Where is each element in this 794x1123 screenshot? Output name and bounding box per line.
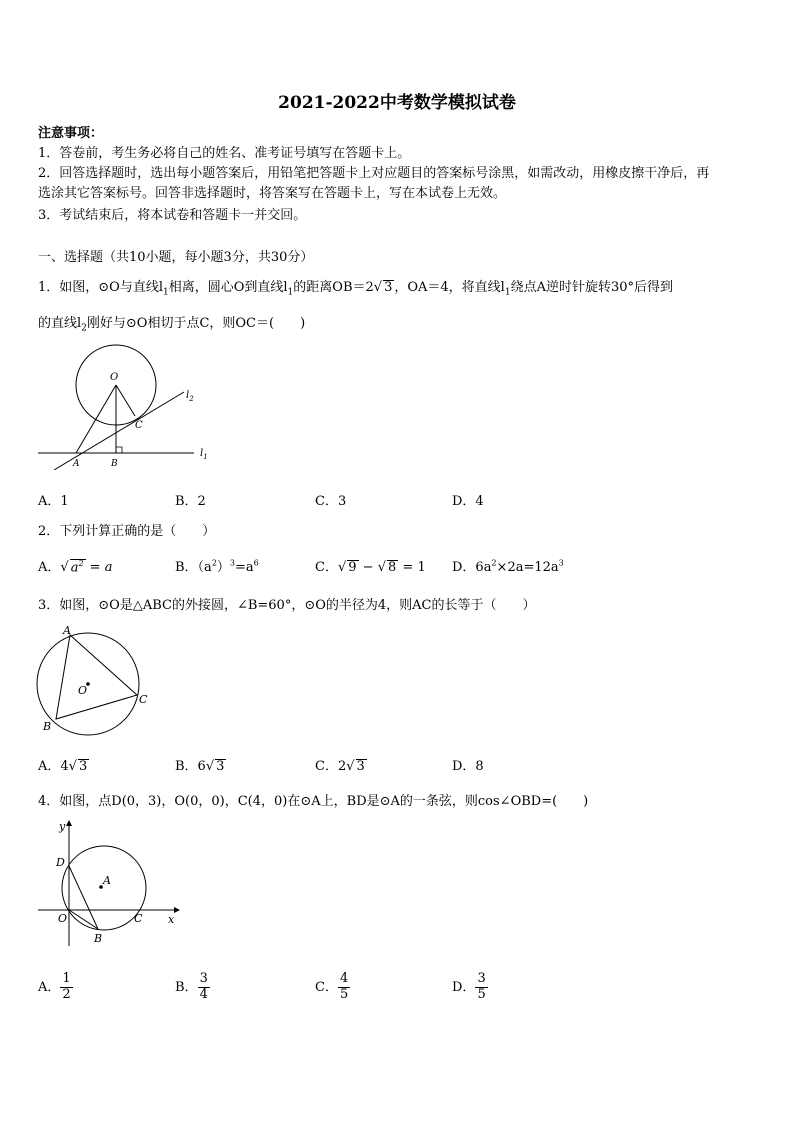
q2-option-a[interactable]: A．√ $a^2 = a$: [38, 558, 113, 575]
q4-option-b[interactable]: B． $\frac{3}{4}$: [175, 971, 208, 1002]
q1-segment-OC: [116, 385, 135, 416]
q2-stem: 2．下列计算正确的是（ ）: [38, 524, 216, 539]
q3-figure: [34, 622, 164, 738]
section-heading: 一、选择题（共10小题，每小题3分，共30分）: [38, 250, 314, 265]
q1-label-A: A: [73, 459, 80, 469]
q3-stem: 3．如图，⊙O是△ABC的外接圆，∠B=60°，⊙O的半径为4，则AC的长等于（ ）: [38, 598, 536, 613]
q4-option-c[interactable]: C． $\frac{4}{5}$: [315, 971, 349, 1002]
q4-label-x: x: [168, 913, 175, 926]
q4-label-D: D: [56, 856, 65, 869]
q4-label-B: B: [94, 932, 103, 945]
q4-option-a[interactable]: A． $\frac{1}{2}$: [38, 971, 71, 1002]
q4-label-O: O: [58, 912, 68, 925]
note-item-1: 1．答卷前，考生务必将自己的姓名、准考证号填写在答题卡上。: [38, 146, 411, 161]
q1-label-l1: $l_1$: [200, 448, 208, 461]
q1-segment-OA: [76, 385, 116, 453]
q3-label-B: B: [43, 720, 52, 733]
q2-option-c[interactable]: C．√ 9 − √ 8 = 1: [315, 560, 426, 575]
note-item-3: 3．考试结束后，将本试卷和答题卡一并交回。: [38, 208, 307, 223]
q1-option-d[interactable]: D．4: [452, 494, 484, 509]
q3-option-c[interactable]: C．2√ 3: [315, 759, 365, 774]
q3-label-C: C: [139, 693, 148, 706]
q3-option-d[interactable]: D．8: [452, 759, 484, 774]
note-item-2: 2．回答选择题时，选出每小题答案后，用铅笔把答题卡上对应题目的答案标号涂黑，如需改动，用橡皮擦干净后，再: [38, 166, 710, 181]
q1-option-c[interactable]: C．3: [315, 494, 347, 509]
q4-figure: [34, 816, 184, 946]
q1-label-l2: $l_2$: [186, 390, 194, 403]
q3-triangle: [56, 635, 137, 719]
q3-option-b[interactable]: B．6√ 3: [175, 759, 225, 774]
q4-label-C: C: [134, 912, 143, 925]
q4-x-arrow: [174, 907, 180, 913]
q4-option-d[interactable]: D． $\frac{3}{5}$: [452, 971, 486, 1002]
q1-label-O: O: [110, 372, 119, 383]
q1-right-angle-mark: [116, 447, 122, 453]
note-item-2-cont: 选涂其它答案标号。回答非选择题时，将答案写在答题卡上，写在本试卷上无效。: [38, 186, 507, 201]
q3-option-a[interactable]: A．4√ 3: [38, 759, 88, 774]
q1-stem-line1: 1．如图，⊙O与直线$l_1$相离，圆心O到直线$l_1$的距离OB＝2√ 3 ，OA＝4，将直线$l_1$绕点A逆时针旋转30°后得到: [38, 280, 673, 298]
q1-figure: [34, 340, 224, 470]
q3-label-A: A: [63, 624, 71, 637]
q4-label-A: A: [103, 874, 111, 887]
notes-heading: 注意事项：: [38, 126, 104, 141]
q2-option-d[interactable]: D．$6a^2\times 2a=12a^3$: [452, 558, 564, 575]
q1-label-B: B: [111, 459, 118, 469]
q1-stem-line2: 的直线$l_2$刚好与⊙O相切于点C，则OC＝( ): [38, 316, 306, 334]
q1-label-C: C: [135, 420, 143, 431]
q4-y-arrow: [66, 820, 72, 826]
q4-label-y: y: [59, 820, 66, 833]
q3-label-O: O: [78, 684, 88, 697]
q4-stem: 4．如图，点D(0，3)，O(0，0)，C(4，0)在⊙A上，BD是⊙A的一条弦，则cos∠OBD=( ): [38, 794, 589, 809]
page-title: 2021-2022中考数学模拟试卷: [278, 93, 516, 113]
q2-option-b[interactable]: B．$(a^2)^3=a^6$: [175, 558, 259, 575]
q1-option-a[interactable]: A．1: [38, 494, 69, 509]
q1-option-b[interactable]: B．2: [175, 494, 206, 509]
